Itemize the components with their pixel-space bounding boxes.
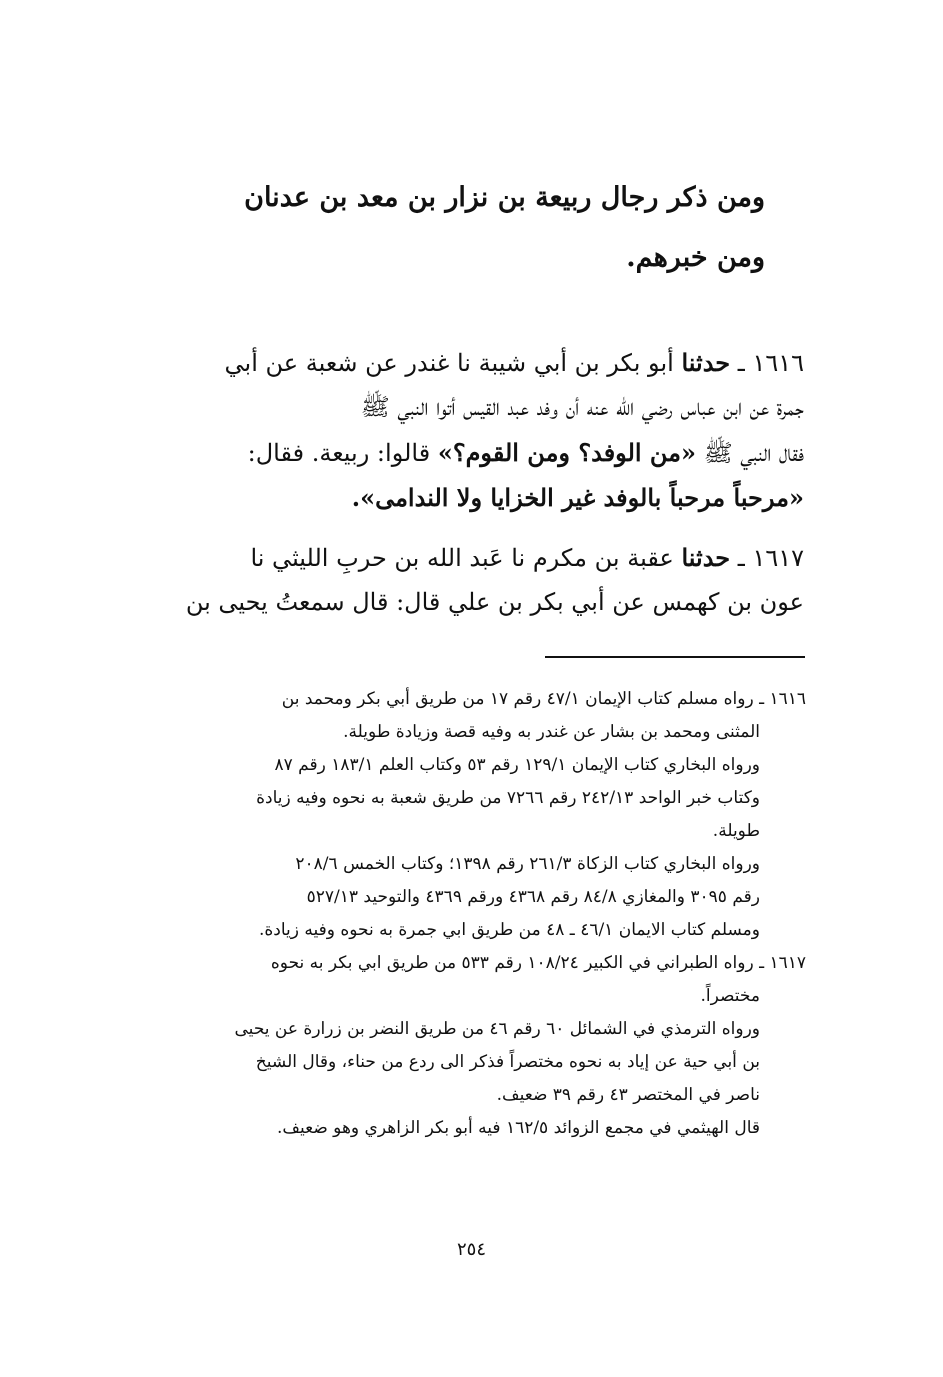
hadith-1617-number: ١٦١٧ ـ	[737, 544, 804, 572]
hadith-1617-line-2: عون بن كهمس عن أبي بكر بن علي قال: قال سمعتُ يحيى بن	[185, 588, 804, 616]
footnote-line: المثنى ومحمد بن بشار عن غندر به وفيه قصة وزيادة طويلة.	[343, 722, 760, 742]
footnote-line: ناصر في المختصر ٤٣ رقم ٣٩ ضعيف.	[496, 1085, 760, 1105]
footnote-line: قال الهيثمي في مجمع الزوائد ١٦٢/٥ فيه أبو بكر الزاهري وهو ضعيف.	[277, 1118, 760, 1138]
heading-line-2: ومن خبرهم.	[626, 242, 765, 273]
hadith-1616-line-4	[100, 475, 804, 520]
hadith-1616-line-3	[100, 430, 804, 475]
chapter-heading	[120, 168, 765, 288]
hadith-1617-line-1	[100, 535, 804, 580]
footnote-line: مختصراً.	[700, 986, 760, 1006]
footnote-line: ورواه الترمذي في الشمائل ٦٠ رقم ٤٦ من طريق النضر بن زرارة عن يحيى	[234, 1019, 760, 1039]
footnote-line: ورواه البخاري كتاب الزكاة ٢٦١/٣ رقم ١٣٩٨؛ وكتاب الخمس ٢٠٨/٦	[295, 854, 760, 874]
hadith-1616-number: ١٦١٦ ـ	[737, 349, 804, 377]
footnote-line: ومسلم كتاب الايمان ٤٦/١ ـ ٤٨ من طريق ابي جمرة به نحوه وفيه زيادة.	[258, 920, 760, 940]
hadith-1616-text-3a: فقال النبي ﷺ	[703, 439, 804, 467]
hadith-1617-text-1: عقبة بن مكرم نا عَبد الله بن حربِ الليثي نا	[250, 544, 674, 572]
footnote-line: وكتاب خبر الواحد ٢٤٢/١٣ رقم ٧٢٦٦ من طريق شعبة به نحوه وفيه زيادة	[256, 788, 760, 808]
hadith-1616-intro: حدثنا	[681, 348, 731, 377]
hadith-1616-quote-2: «مرحباً مرحباً بالوفد غير الخزايا ولا الندامى».	[351, 483, 804, 512]
hadith-1616-text-3b: قالوا: ربيعة. فقال:	[247, 439, 431, 467]
footnote-line: ١٦١٦ ـ رواه مسلم كتاب الإيمان ٤٧/١ رقم ١٧ من طريق أبي بكر ومحمد بن	[281, 689, 806, 709]
heading-line-1: ومن ذكر رجال ربيعة بن نزار بن معد بن عدنان	[244, 182, 765, 213]
footnote-line: رقم ٣٠٩٥ والمغازي ٨٤/٨ رقم ٤٣٦٨ ورقم ٤٣٦٩ والتوحيد ٥٢٧/١٣	[306, 887, 760, 907]
footnote-divider	[545, 656, 805, 658]
footnote-line: ورواه البخاري كتاب الإيمان ١٢٩/١ رقم ٥٣ وكتاب العلم ١٨٣/١ رقم ٨٧	[274, 755, 760, 775]
hadith-1616-line-1	[100, 340, 804, 385]
hadith-1617-intro: حدثنا	[681, 543, 731, 572]
footnotes	[90, 683, 806, 1145]
hadith-1616-line-2: جمرة عن ابن عباس رضي الله عنه أن وفد عبد القيس أتوا النبي ﷺ	[360, 393, 804, 421]
hadith-1616-quote-1: «من الوفد؟ ومن القوم؟»	[437, 438, 697, 467]
hadith-1616-text-1: أبو بكر بن أبي شيبة نا غندر عن شعبة عن أبي	[224, 349, 674, 377]
main-text	[100, 340, 804, 625]
footnote-line: طويلة.	[712, 821, 760, 841]
footnote-line: بن أبي حية عن إياد به نحوه مختصراً فذكر الى ردع من حناء، وقال الشيخ	[255, 1052, 760, 1072]
footnote-line: ١٦١٧ ـ رواه الطبراني في الكبير ١٠٨/٢٤ رقم ٥٣٣ من طريق ابي بكر به نحوه	[270, 953, 806, 973]
paragraph-gap	[100, 520, 804, 535]
page-number: ٢٥٤	[456, 1239, 486, 1260]
